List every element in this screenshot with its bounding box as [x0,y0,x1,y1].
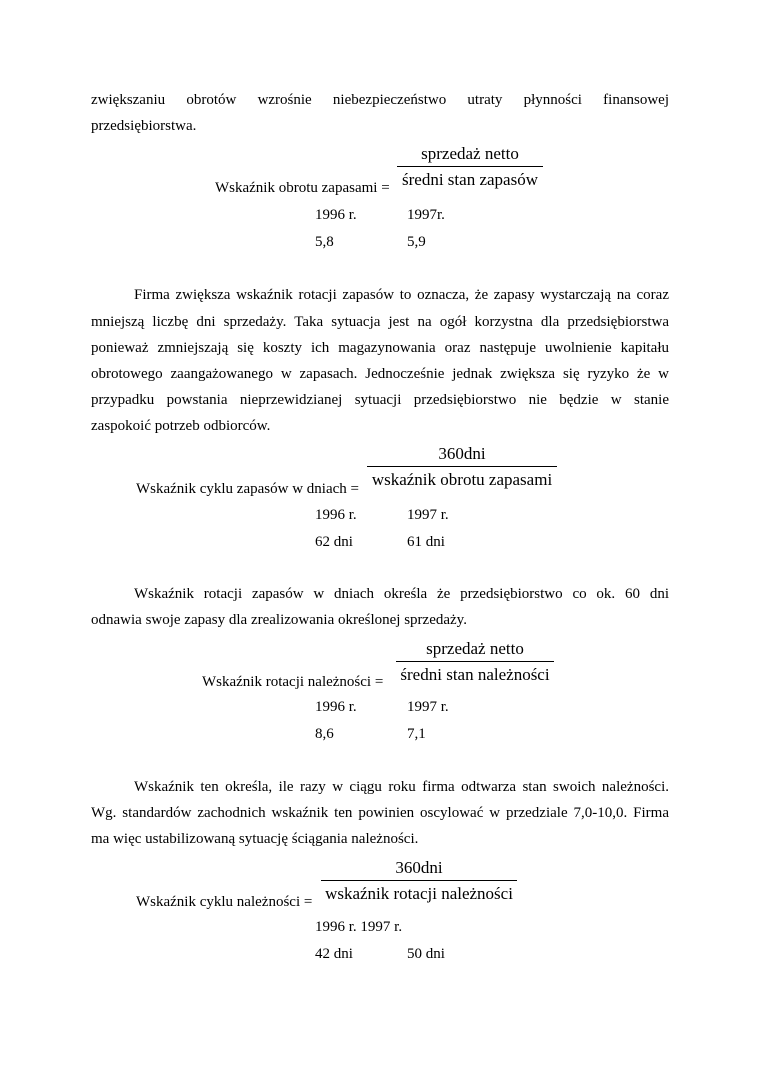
formula1-year-1997: 1997r. [407,207,445,223]
formula2-year-1996: 1996 r. [315,507,357,523]
formula2-year-1997: 1997 r. [407,507,449,523]
formula2-value-1997: 61 dni [407,534,445,550]
para1-line-4: obrotowego zaangażowanego w zapasach. Jednocześnie jednak zwiększa się ryzyko że w [91,366,669,382]
para1-line-6: zaspokoić potrzeb odbiorców. [91,418,271,434]
formula3-numerator: sprzedaż netto [426,639,524,658]
formula3-label: Wskaźnik rotacji należności = [202,674,384,690]
para1-line-1: Firma zwiększa wskaźnik rotacji zapasów to oznacza, że zapasy wystarczają na coraz [134,287,669,303]
formula4-label: Wskaźnik cyklu należności = [136,894,313,910]
formula2-label: Wskaźnik cyklu zapasów w dniach = [136,481,359,497]
formula1-year-1996: 1996 r. [315,207,357,223]
formula4-value-1997: 50 dni [407,946,445,962]
formula3-denominator: średni stan należności [400,665,550,684]
para3-line-1: Wskaźnik ten określa, ile razy w ciągu roku firma odtwarza stan swoich należności. [134,779,669,795]
formula2-denominator: wskaźnik obrotu zapasami [371,470,553,489]
formula4-numerator: 360dni [395,858,443,877]
formula1-value-1996: 5,8 [315,234,334,250]
intro-line-2: przedsiębiorstwa. [91,118,197,134]
formula2-fraction-bar [367,466,557,467]
formula3-year-1996: 1996 r. [315,699,357,715]
formula1-denominator: średni stan zapasów [402,170,538,189]
para3-line-3: ma więc ustabilizowaną sytuację ściągania należności. [91,831,419,847]
para1-line-3: ponieważ zmniejszają się koszty ich magazynowania oraz następuje uwolnienie kapitału [91,340,669,356]
formula1-value-1997: 5,9 [407,234,426,250]
formula3-fraction-bar [396,661,554,662]
formula1-numerator: sprzedaż netto [421,144,519,163]
formula2-numerator: 360dni [438,444,486,463]
formula4-years: 1996 r. 1997 r. [315,919,403,935]
intro-line-1: zwiększaniu obrotów wzrośnie niebezpieczeństwo utraty płynności finansowej [91,92,669,108]
formula3-value-1997: 7,1 [407,726,426,742]
para3-line-2: Wg. standardów zachodnich wskaźnik ten powinien oscylować w przedziale 7,0-10,0. Firma [91,805,669,821]
formula1-fraction-bar [397,166,543,167]
formula4-value-1996: 42 dni [315,946,353,962]
para2-line-1: Wskaźnik rotacji zapasów w dniach określa że przedsiębiorstwo co ok. 60 dni [134,586,669,602]
formula1-label: Wskaźnik obrotu zapasami = [215,180,390,196]
formula3-year-1997: 1997 r. [407,699,449,715]
formula3-value-1996: 8,6 [315,726,334,742]
formula4-fraction-bar [321,880,517,881]
formula2-value-1996: 62 dni [315,534,353,550]
para1-line-2: mniejszą liczbę dni sprzedaży. Taka sytuacja jest na ogół korzystna dla przedsiębiorstwa [91,314,669,330]
formula4-denominator: wskaźnik rotacji należności [325,884,513,903]
para1-line-5: przypadku powstania nieprzewidzianej sytuacji przedsiębiorstwo nie będzie w stanie [91,392,669,408]
para2-line-2: odnawia swoje zapasy dla zrealizowania określonej sprzedaży. [91,612,467,628]
